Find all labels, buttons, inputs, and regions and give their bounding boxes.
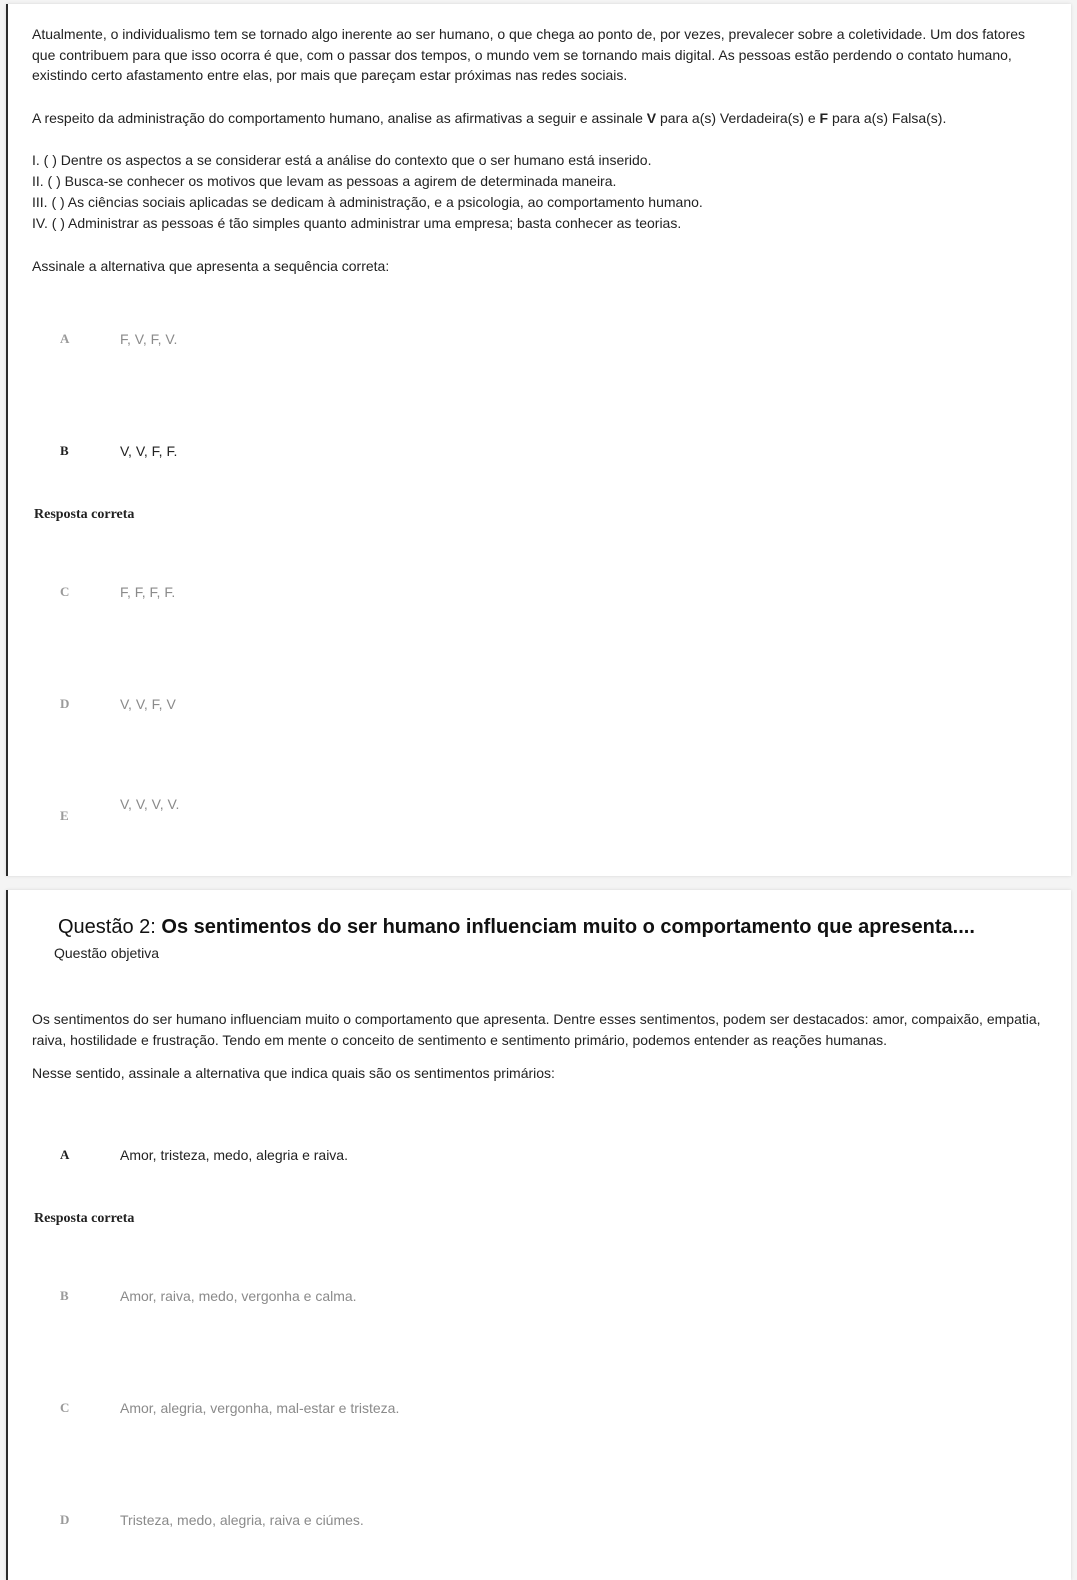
option-letter: B — [60, 1288, 69, 1303]
option-letter: E — [60, 808, 69, 823]
option-letter: C — [60, 1400, 70, 1415]
option-letter: D — [60, 1512, 70, 1527]
question-1-prompt: Assinale a alternativa que apresenta a sequência correta: — [32, 258, 390, 274]
question-number: Questão 2: — [58, 916, 162, 938]
instruction-v: V — [646, 110, 657, 126]
option-text: Tristeza, medo, alegria, raiva e ciúmes. — [120, 1512, 364, 1528]
question-2-card — [6, 890, 1071, 1580]
option-text: Amor, alegria, vergonha, mal-estar e tristeza. — [120, 1400, 400, 1416]
context-line: existindo certo afastamento entre elas, por mais que pareçam estar próximas nas redes sociais. — [32, 67, 628, 83]
option-text: F, F, F, F. — [120, 584, 176, 600]
instruction-text: A respeito da administração do comportamento humano, analise as afirmativas a seguir e assinale — [32, 110, 647, 126]
option-letter: D — [60, 696, 70, 711]
context-line: Atualmente, o individualismo tem se tornado algo inerente ao ser humano, o que chega ao ponto de, por vezes, prevalecer sobre a coletividade. Um dos fatores — [32, 26, 1026, 42]
option-text: V, V, V, V. — [120, 796, 180, 812]
context-line: Os sentimentos do ser humano influenciam muito o comportamento que apresenta. Dentre esses sentimentos, podem ser destacados: amor, compaixão, empatia, — [32, 1011, 1041, 1027]
question-2-context — [32, 1009, 1041, 1050]
correct-answer-label: Resposta correta — [34, 1211, 135, 1226]
option-text: V, V, F, F. — [120, 443, 178, 459]
question-1-card — [6, 4, 1071, 876]
instruction-text: para a(s) Falsa(s). — [828, 110, 947, 126]
statement: III. ( ) As ciências sociais aplicadas se dedicam à administração, e a psicologia, ao comportamento humano. — [32, 194, 703, 210]
question-1-statements — [32, 150, 703, 234]
option-letter: A — [60, 331, 70, 346]
question-2-title — [58, 916, 975, 939]
option-text: F, V, F, V. — [120, 331, 178, 347]
question-stem: Os sentimentos do ser humano influenciam muito o comportamento que apresenta.... — [161, 916, 975, 938]
statement: IV. ( ) Administrar as pessoas é tão simples quanto administrar uma empresa; basta conhecer as teorias. — [32, 215, 682, 231]
statement: II. ( ) Busca-se conhecer os motivos que levam as pessoas a agirem de determinada maneira. — [32, 173, 617, 189]
question-1-context — [32, 24, 1025, 86]
question-2-prompt: Nesse sentido, assinale a alternativa que indica quais são os sentimentos primários: — [32, 1065, 555, 1081]
question-1-instruction — [32, 108, 946, 129]
option-letter: A — [60, 1147, 70, 1162]
instruction-f: F — [819, 110, 829, 126]
instruction-text: para a(s) Verdadeira(s) e — [656, 110, 820, 126]
option-letter: B — [60, 443, 69, 458]
option-text: Amor, raiva, medo, vergonha e calma. — [120, 1288, 357, 1304]
statement: I. ( ) Dentre os aspectos a se considerar está a análise do contexto que o ser humano está inserido. — [32, 152, 652, 168]
option-letter: C — [60, 584, 70, 599]
correct-answer-label: Resposta correta — [34, 507, 135, 522]
context-line: que contribuem para que isso ocorra é que, com o passar dos tempos, o mundo vem se tornando mais digital. As pessoas estão perdendo o contato humano, — [32, 46, 1012, 63]
question-type: Questão objetiva — [54, 945, 160, 961]
option-text: Amor, tristeza, medo, alegria e raiva. — [120, 1147, 348, 1163]
option-text: V, V, F, V — [120, 696, 176, 712]
context-line: raiva, hostilidade e frustração. Tendo em mente o conceito de sentimento e sentimento primário, podemos entender as reações humanas. — [32, 1031, 888, 1048]
